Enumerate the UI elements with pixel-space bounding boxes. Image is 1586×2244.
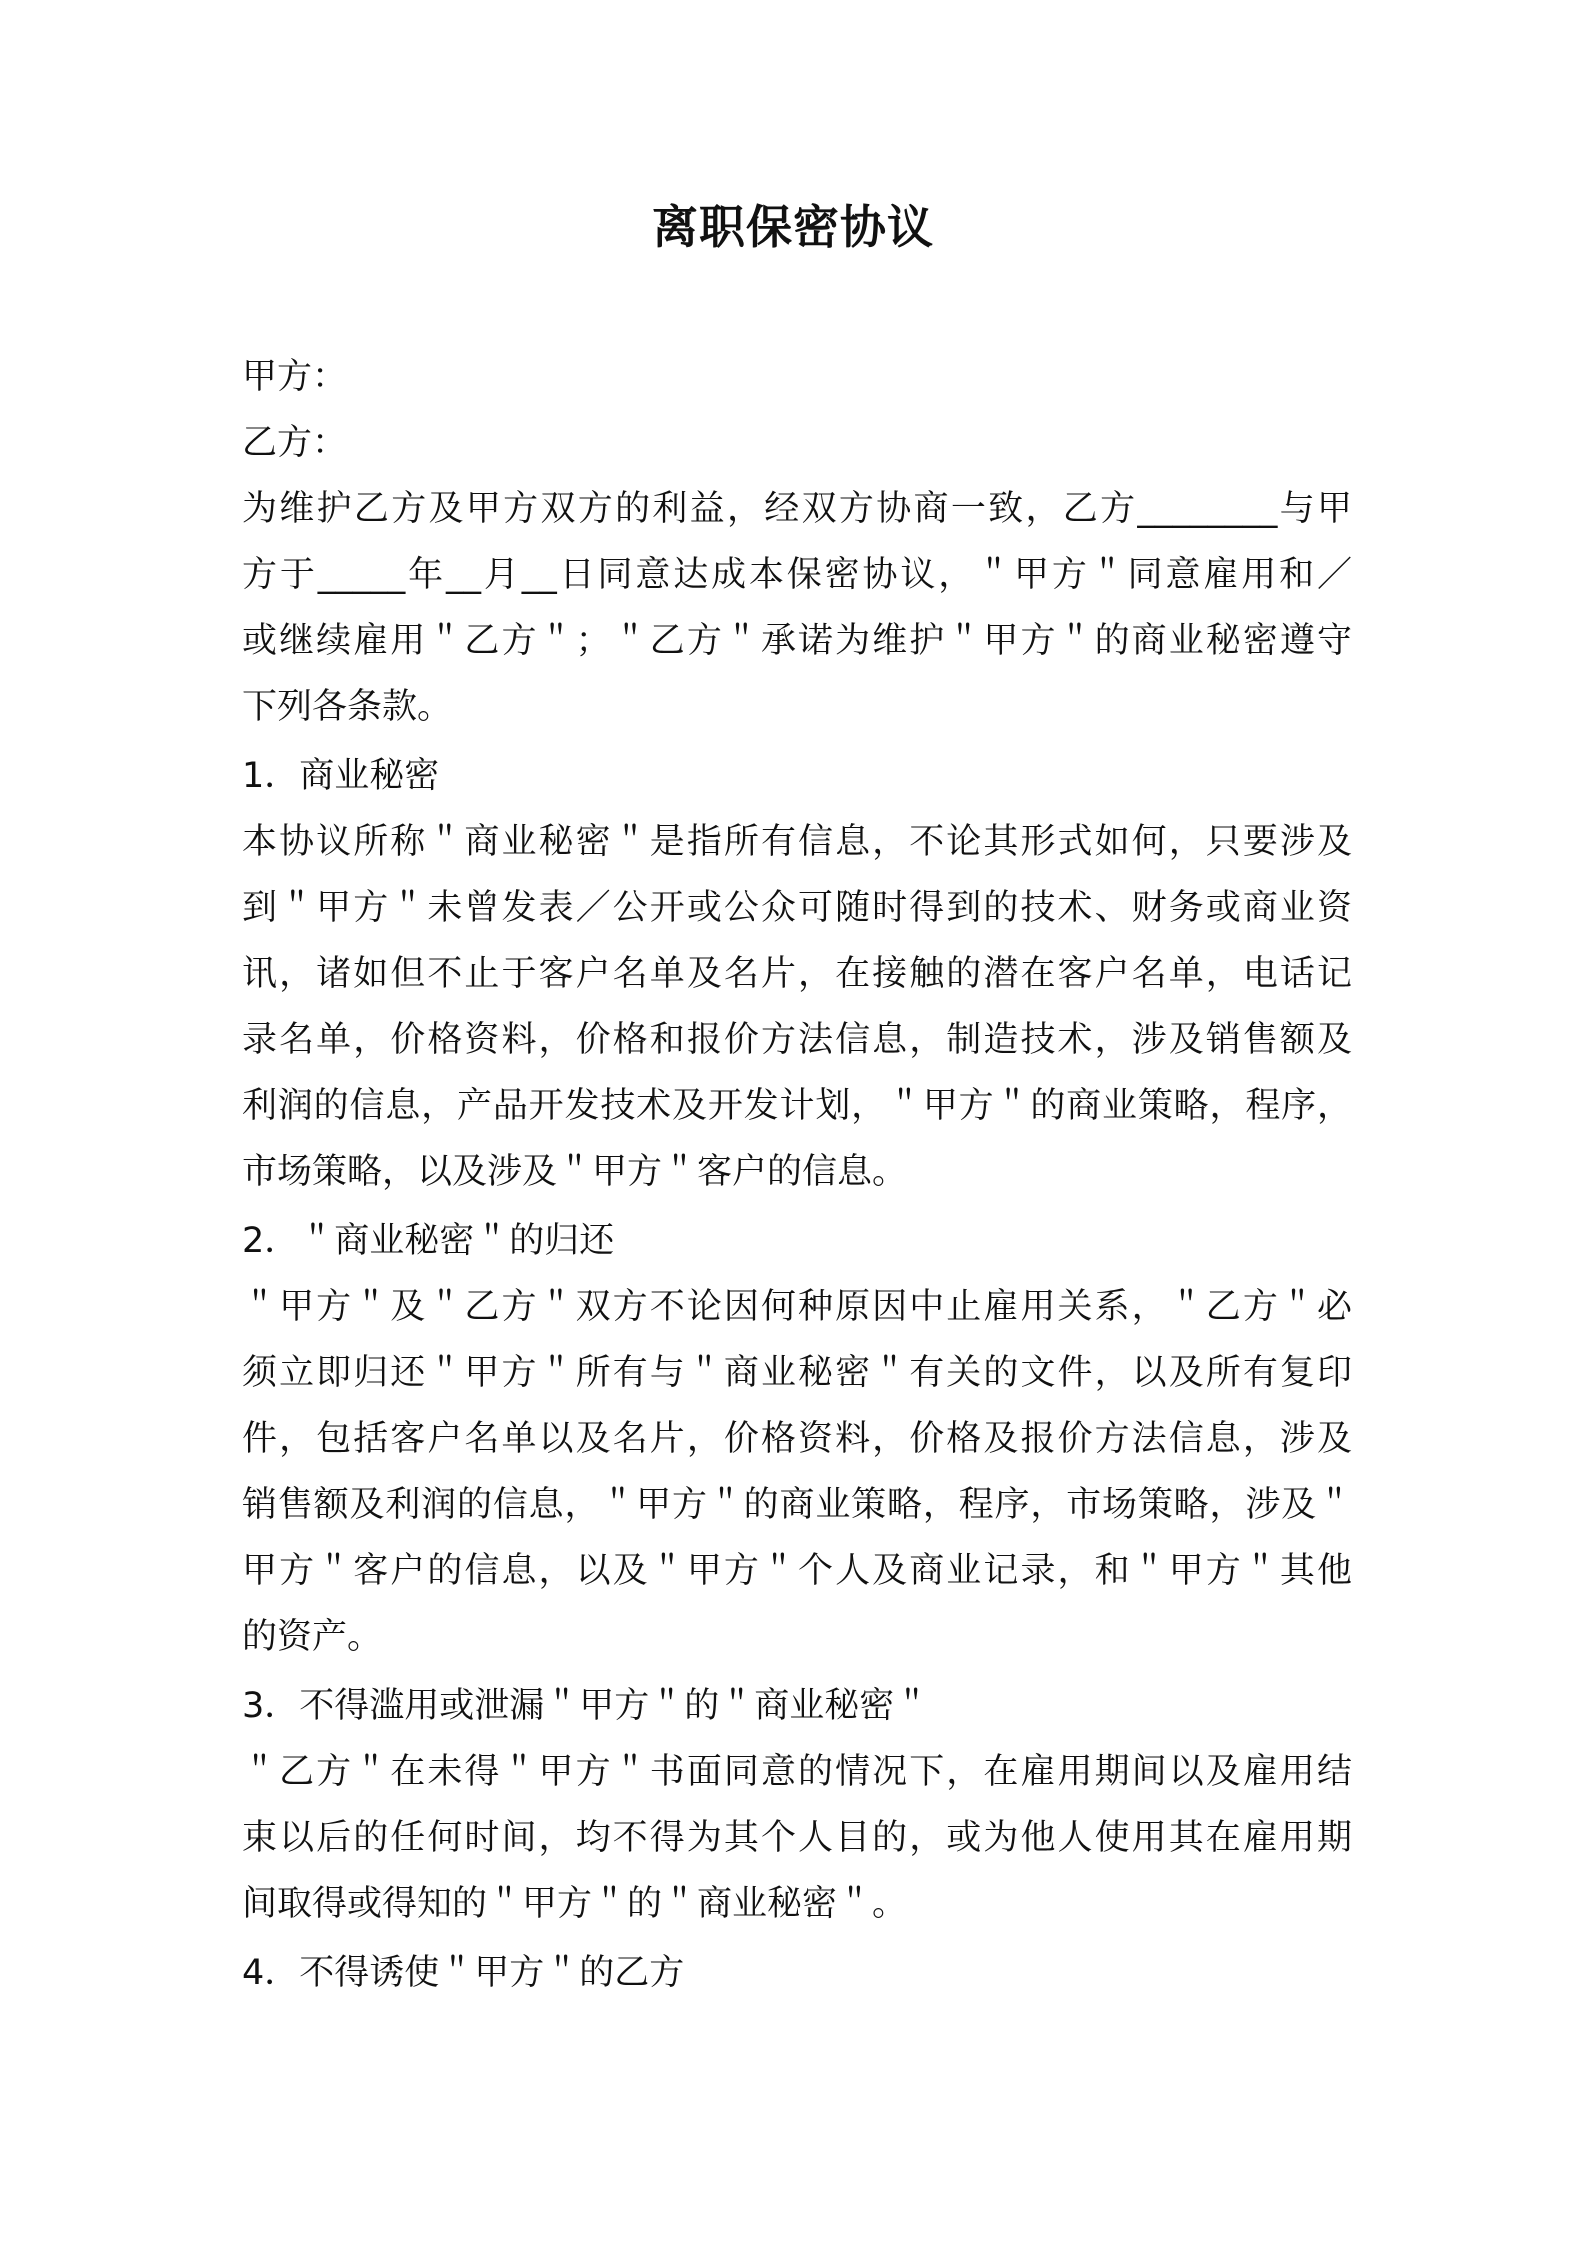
section-line: ＂乙方＂在未得＂甲方＂书面同意的情况下，在雇用期间以及雇用结 bbox=[242, 1752, 1352, 1792]
section-line: 甲方＂客户的信息，以及＂甲方＂个人及商业记录，和＂甲方＂其他 bbox=[242, 1551, 1352, 1591]
section-4 bbox=[242, 1940, 1352, 2006]
section-line: 录名单，价格资料，价格和报价方法信息，制造技术，涉及销售额及 bbox=[242, 1020, 1352, 1060]
section-line: 讯，诸如但不止于客户名单及名片，在接触的潜在客户名单，电话记 bbox=[242, 954, 1352, 994]
section-3 bbox=[242, 1673, 1352, 1937]
party-b-line: 乙方： bbox=[242, 423, 348, 463]
preamble-line: 下列各条款。 bbox=[242, 687, 453, 727]
preamble-line: 为维护乙方及甲方双方的利益，经双方协商一致，乙方________与甲 bbox=[242, 489, 1352, 529]
section-line: 的资产。 bbox=[242, 1617, 383, 1657]
preamble-line: 方于_____年__月__日同意达成本保密协议，＂甲方＂同意雇用和／ bbox=[242, 555, 1352, 595]
section-2 bbox=[242, 1208, 1352, 1670]
section-heading: 2．＂商业秘密＂的归还 bbox=[242, 1221, 615, 1261]
preamble bbox=[242, 476, 1352, 740]
document-title: 离职保密协议 bbox=[652, 200, 934, 254]
section-line: ＂甲方＂及＂乙方＂双方不论因何种原因中止雇用关系，＂乙方＂必 bbox=[242, 1287, 1352, 1327]
section-heading: 4．不得诱使＂甲方＂的乙方 bbox=[242, 1953, 685, 1993]
preamble-line: 或继续雇用＂乙方＂；＂乙方＂承诺为维护＂甲方＂的商业秘密遵守 bbox=[242, 621, 1352, 661]
section-line: 市场策略，以及涉及＂甲方＂客户的信息。 bbox=[242, 1152, 908, 1192]
document-body bbox=[242, 344, 1352, 2006]
party-a-line: 甲方： bbox=[242, 357, 348, 397]
section-line: 销售额及利润的信息，＂甲方＂的商业策略，程序，市场策略，涉及＂ bbox=[242, 1485, 1352, 1525]
section-heading: 3．不得滥用或泄漏＂甲方＂的＂商业秘密＂ bbox=[242, 1686, 930, 1726]
section-line: 件，包括客户名单以及名片，价格资料，价格及报价方法信息，涉及 bbox=[242, 1419, 1352, 1459]
section-line: 到＂甲方＂未曾发表／公开或公众可随时得到的技术、财务或商业资 bbox=[242, 888, 1352, 928]
section-1 bbox=[242, 743, 1352, 1205]
section-line: 本协议所称＂商业秘密＂是指所有信息，不论其形式如何，只要涉及 bbox=[242, 822, 1352, 862]
section-line: 束以后的任何时间，均不得为其个人目的，或为他人使用其在雇用期 bbox=[242, 1818, 1352, 1858]
section-line: 间取得或得知的＂甲方＂的＂商业秘密＂。 bbox=[242, 1884, 908, 1924]
section-line: 利润的信息，产品开发技术及开发计划，＂甲方＂的商业策略，程序， bbox=[242, 1086, 1352, 1126]
section-heading: 1．商业秘密 bbox=[242, 756, 440, 796]
section-line: 须立即归还＂甲方＂所有与＂商业秘密＂有关的文件，以及所有复印 bbox=[242, 1353, 1352, 1393]
